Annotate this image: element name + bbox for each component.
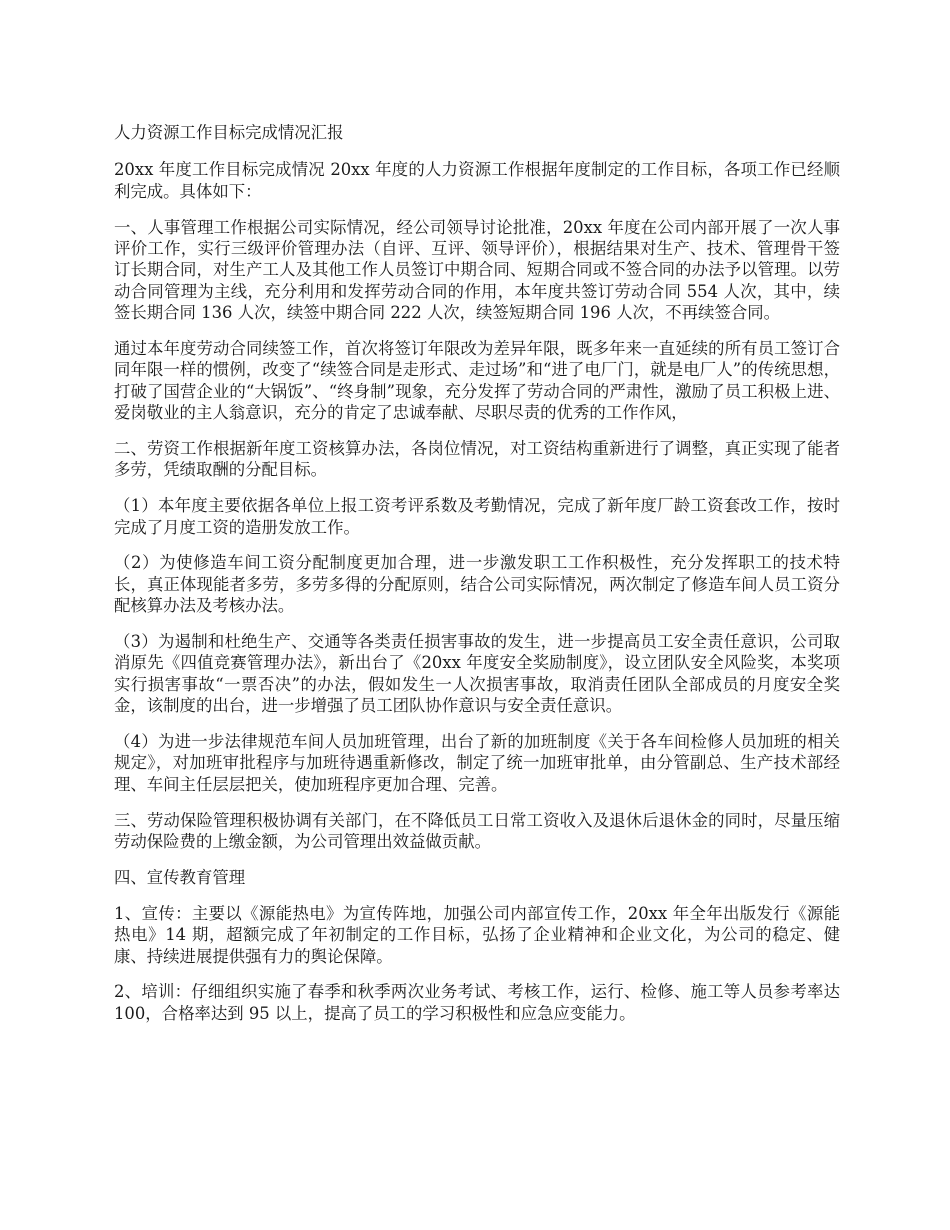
paragraph-payroll-item-1: （1）本年度主要依据各单位上报工资考评系数及考勤情况，完成了新年度厂龄工资套改工作，按时完成了月度工资的造册发放工作。: [114, 496, 840, 537]
paragraph-training: 2、培训：仔细组织实施了春季和秋季两次业务考试、考核工作，运行、检修、施工等人员参考率达 100，合格率达到 95 以上，提高了员工的学习积极性和应急应变能力。: [114, 982, 840, 1023]
paragraph-payroll-item-4: （4）为进一步法律规范车间人员加班管理，出台了新的加班制度《关于各车间检修人员加班的相关规定》，对加班审批程序与加班待遇重新修改，制定了统一加班审批单，由分管副总、生产技术部经理、车间主任层层把关，使加班程序更加合理、完善。: [114, 732, 840, 794]
paragraph-education-heading: 四、宣传教育管理: [114, 867, 246, 887]
document-title: 人力资源工作目标完成情况汇报: [114, 123, 344, 142]
document-body: [114, 122, 840, 1039]
paragraph-personnel: 一、人事管理工作根据公司实际情况，经公司领导讨论批准，20xx 年度在公司内部开展了一次人事评价工作，实行三级评价管理办法（自评、互评、领导评价），根据结果对生产、技术、管理骨干签订长期合同，对生产工人及其他工作人员签订中期合同、短期合同或不签合同的办法予以管理。以劳动合同管理为主线，充分利用和发挥劳动合同的作用，本年度共签订劳动合同 554 人次，其中，续签长期合同 136 人次，续签中期合同 222 人次，续签短期合同 196 人次，不再续签合同。: [114, 217, 840, 323]
paragraph-payroll: 二、劳资工作根据新年度工资核算办法，各岗位情况，对工资结构重新进行了调整，真正实现了能者多劳，凭绩取酬的分配目标。: [114, 439, 840, 480]
paragraph-contract-renewal: 通过本年度劳动合同续签工作，首次将签订年限改为差异年限，既多年来一直延续的所有员工签订合同年限一样的惯例，改变了“续签合同是走形式、走过场”和“进了电厂门，就是电厂人”的传统思想，打破了国营企业的“大锅饭”、“终身制”现象，充分发挥了劳动合同的严肃性，激励了员工积极上进、爱岗敬业的主人翁意识，充分的肯定了忠诚奉献、尽职尽责的优秀的工作作风，: [114, 339, 840, 423]
paragraph-insurance: 三、劳动保险管理积极协调有关部门，在不降低员工日常工资收入及退休后退休金的同时，尽量压缩劳动保险费的上缴金额，为公司管理出效益做贡献。: [114, 810, 840, 852]
paragraph-payroll-item-2: （2）为使修造车间工资分配制度更加合理，进一步激发职工工作积极性，充分发挥职工的技术特长，真正体现能者多劳，多劳多得的分配原则，结合公司实际情况，两次制定了修造车间人员工资分配核算办法及考核办法。: [114, 553, 840, 616]
paragraph-publicity: 1、宣传：主要以《源能热电》为宣传阵地，加强公司内部宣传工作，20xx 年全年出版发行《源能热电》14 期，超额完成了年初制定的工作目标，弘扬了企业精神和企业文化，为公司的稳定、健康、持续进展提供强有力的舆论保障。: [114, 903, 840, 966]
paragraph-payroll-item-3: （3）为遏制和杜绝生产、交通等各类责任损害事故的发生，进一步提高员工安全责任意识，公司取消原先《四值竞赛管理办法》，新出台了《20xx 年度安全奖励制度》，设立团队安全风险奖，本奖项实行损害事故“一票否决”的办法，假如发生一人次损害事故，取消责任团队全部成员的月度安全奖金，该制度的出台，进一步增强了员工团队协作意识与安全责任意识。: [114, 632, 840, 716]
paragraph-overview: 20xx 年度工作目标完成情况 20xx 年度的人力资源工作根据年度制定的工作目标，各项工作已经顺利完成。具体如下：: [114, 160, 840, 201]
